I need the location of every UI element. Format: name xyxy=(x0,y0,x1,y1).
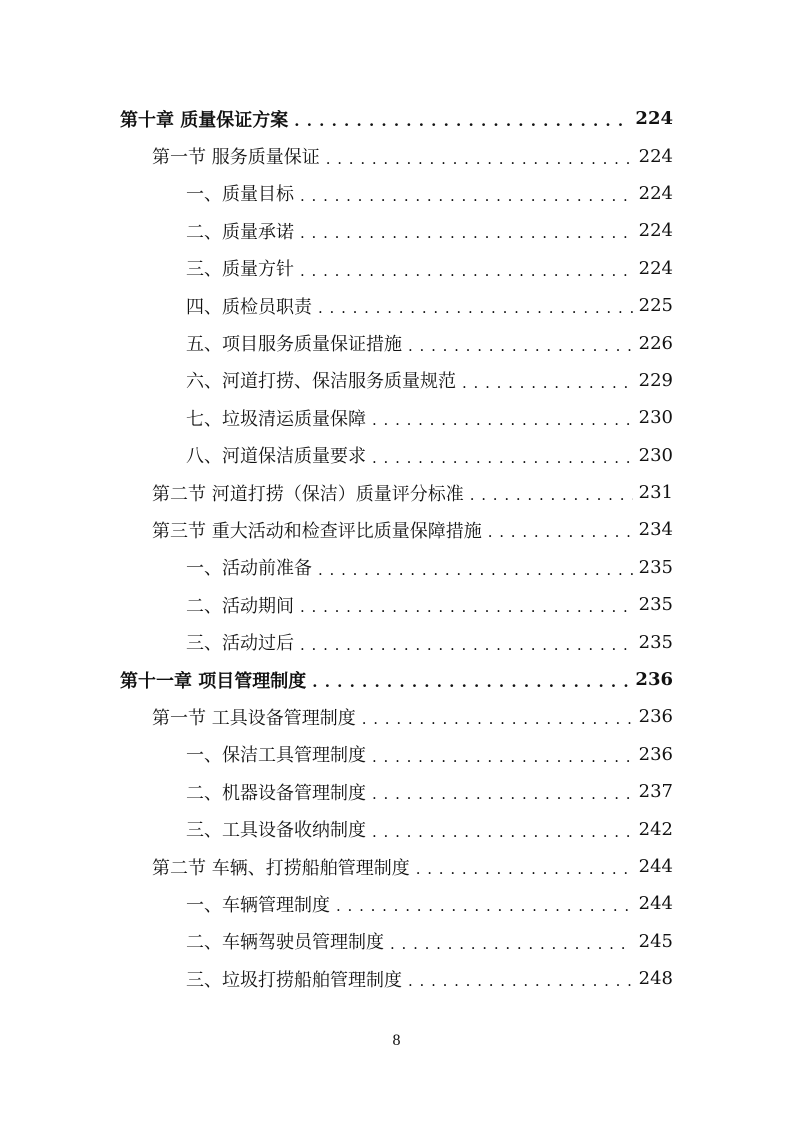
toc-entry[interactable] xyxy=(0,137,793,174)
toc-entry[interactable] xyxy=(0,511,793,548)
toc-entry-page: 242 xyxy=(638,818,673,840)
toc-entry[interactable] xyxy=(0,885,793,922)
toc-entry-title: 第一节 工具设备管理制度 xyxy=(152,707,356,729)
toc-entry-page: 237 xyxy=(638,781,673,803)
toc-entry[interactable] xyxy=(0,661,793,698)
toc-entry-title: 八、河道保洁质量要求 xyxy=(186,446,366,468)
toc-entry-title: 三、质量方针 xyxy=(186,259,294,281)
toc-entry-title: 一、质量目标 xyxy=(186,184,294,206)
toc-entry-page: 244 xyxy=(638,856,673,877)
toc-entry-page: 235 xyxy=(638,594,673,616)
toc-leader-dots xyxy=(294,114,629,129)
toc-entry-title: 三、垃圾打捞船舶管理制度 xyxy=(186,969,402,991)
toc-leader-dots xyxy=(300,638,633,653)
toc-leader-dots xyxy=(408,339,633,354)
toc-leader-dots xyxy=(372,787,633,802)
toc-entry-page: 224 xyxy=(638,145,673,167)
toc-entry[interactable] xyxy=(0,586,793,623)
toc-entry-page: 224 xyxy=(635,108,673,130)
toc-entry-page: 226 xyxy=(638,332,673,354)
toc-entry[interactable] xyxy=(0,698,793,735)
toc-entry-page: 230 xyxy=(638,407,673,429)
toc-entry-page: 225 xyxy=(638,295,673,317)
toc-entry-page: 231 xyxy=(638,482,673,504)
toc-entry-title: 六、河道打捞、保洁服务质量规范 xyxy=(186,371,456,393)
toc-leader-dots xyxy=(488,525,633,540)
toc-entry-page: 235 xyxy=(638,631,673,653)
toc-entry-page: 245 xyxy=(638,930,673,952)
toc-entry-title: 三、工具设备收纳制度 xyxy=(186,820,366,842)
toc-entry[interactable] xyxy=(0,960,793,997)
toc-leader-dots xyxy=(326,152,633,167)
toc-entry[interactable] xyxy=(0,250,793,287)
toc-entry[interactable] xyxy=(0,848,793,885)
toc-entry-page: 244 xyxy=(638,893,673,915)
toc-entry-page: 236 xyxy=(638,706,673,728)
toc-entry[interactable] xyxy=(0,212,793,249)
toc-entry[interactable] xyxy=(0,474,793,511)
toc-entry-page: 236 xyxy=(635,669,673,691)
toc-entry-title: 第一节 服务质量保证 xyxy=(152,147,320,169)
toc-leader-dots xyxy=(372,825,633,840)
toc-entry[interactable] xyxy=(0,810,793,847)
toc-leader-dots xyxy=(336,899,633,914)
toc-entry-page: 248 xyxy=(638,968,673,990)
toc-leader-dots xyxy=(318,301,633,316)
toc-leader-dots xyxy=(408,974,633,989)
table-of-contents xyxy=(0,100,793,997)
toc-leader-dots xyxy=(300,600,633,615)
toc-entry[interactable] xyxy=(0,773,793,810)
toc-entry-title: 二、活动期间 xyxy=(186,595,294,617)
toc-entry-page: 229 xyxy=(638,369,673,391)
toc-entry-title: 一、活动前准备 xyxy=(186,558,312,580)
toc-entry-title: 第二节 河道打捞（保洁）质量评分标准 xyxy=(152,483,464,505)
toc-entry-title: 一、保洁工具管理制度 xyxy=(186,745,366,767)
toc-leader-dots xyxy=(372,413,633,428)
toc-entry[interactable] xyxy=(0,287,793,324)
toc-entry[interactable] xyxy=(0,549,793,586)
toc-leader-dots xyxy=(362,712,633,727)
toc-entry[interactable] xyxy=(0,437,793,474)
toc-leader-dots xyxy=(312,675,629,690)
toc-leader-dots xyxy=(318,563,633,578)
toc-entry-page: 234 xyxy=(638,519,673,541)
toc-entry-page: 235 xyxy=(638,556,673,578)
toc-leader-dots xyxy=(372,451,633,466)
toc-entry-title: 五、项目服务质量保证措施 xyxy=(186,334,402,356)
toc-entry-title: 第十一章 项目管理制度 xyxy=(120,670,307,692)
toc-entry-title: 第二节 车辆、打捞船舶管理制度 xyxy=(152,857,410,879)
toc-entry-title: 二、机器设备管理制度 xyxy=(186,782,366,804)
toc-entry[interactable] xyxy=(0,923,793,960)
toc-leader-dots xyxy=(300,189,633,204)
toc-entry[interactable] xyxy=(0,175,793,212)
toc-entry-title: 第十章 质量保证方案 xyxy=(120,109,289,131)
toc-leader-dots xyxy=(416,862,633,877)
toc-entry[interactable] xyxy=(0,399,793,436)
toc-entry[interactable] xyxy=(0,100,793,137)
toc-entry-title: 七、垃圾清运质量保障 xyxy=(186,408,366,430)
toc-entry-page: 224 xyxy=(638,257,673,279)
toc-leader-dots xyxy=(390,937,633,952)
toc-leader-dots xyxy=(462,376,633,391)
toc-entry-title: 四、质检员职责 xyxy=(186,296,312,318)
toc-leader-dots xyxy=(300,264,633,279)
toc-entry-title: 三、活动过后 xyxy=(186,633,294,655)
toc-entry-page: 230 xyxy=(638,444,673,466)
toc-entry-title: 二、质量承诺 xyxy=(186,221,294,243)
toc-entry[interactable] xyxy=(0,736,793,773)
toc-entry-title: 一、车辆管理制度 xyxy=(186,894,330,916)
toc-entry[interactable] xyxy=(0,324,793,361)
toc-entry-title: 二、车辆驾驶员管理制度 xyxy=(186,932,384,954)
toc-leader-dots xyxy=(470,488,633,503)
toc-entry-title: 第三节 重大活动和检查评比质量保障措施 xyxy=(152,520,482,542)
toc-entry-page: 224 xyxy=(638,220,673,242)
page-number: 8 xyxy=(392,1032,401,1049)
toc-entry[interactable] xyxy=(0,362,793,399)
toc-leader-dots xyxy=(372,750,633,765)
toc-entry[interactable] xyxy=(0,623,793,660)
toc-entry-page: 224 xyxy=(638,182,673,204)
toc-entry-page: 236 xyxy=(638,743,673,765)
toc-leader-dots xyxy=(300,226,633,241)
